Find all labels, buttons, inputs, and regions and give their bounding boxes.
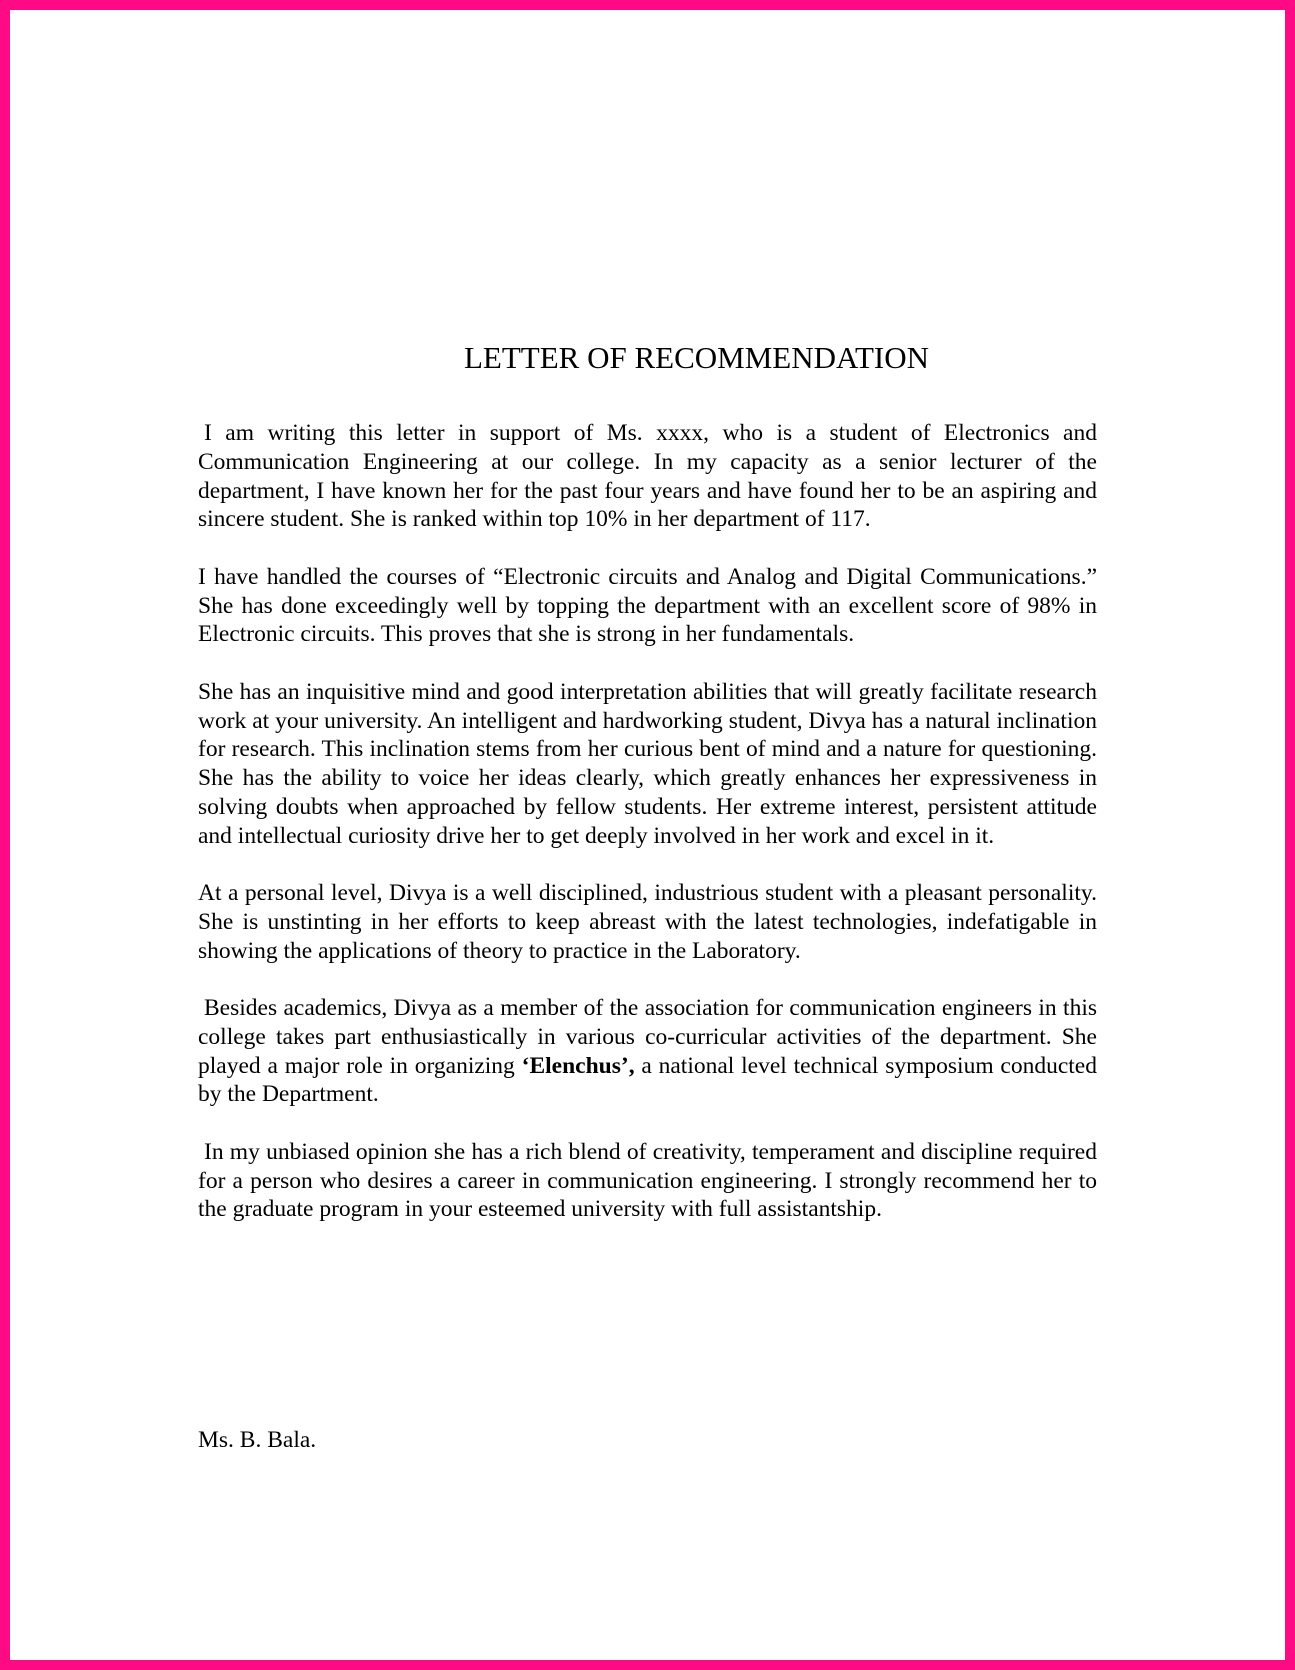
signature: Ms. B. Bala.: [198, 1427, 317, 1453]
letter-page: [10, 10, 1285, 1660]
paragraph-personal: At a personal level, Divya is a well disciplined, industrious student with a pleasant personality. She is unstinting in her efforts to keep abreast with the latest technologies, indefatigable in showing the applications of theory to practice in the Laboratory.: [198, 880, 1097, 964]
letter-title: LETTER OF RECOMMENDATION: [464, 340, 929, 375]
paragraph-extracurricular: [198, 994, 1097, 1109]
event-name: ‘Elenchus’,: [521, 1052, 635, 1079]
paragraph-text: a national level technical symposium conducted by the Department.: [198, 1052, 1097, 1108]
paragraph-text: Besides academics, Divya as a member of the association for communication engineers in this college takes part enthusiastically in various co-curricular activities of the department. She played a major role in organizing: [198, 995, 1097, 1079]
letter-body: [198, 419, 1097, 1253]
paragraph-introduction: I am writing this letter in support of Ms. xxxx, who is a student of Electronics and Communication Engineering at our college. In my capacity as a senior lecturer of the department, I have known her for the past four years and have found her to be an aspiring and sincere student. She is ranked within top 10% in her department of 117.: [198, 420, 1097, 533]
paragraph-courses: I have handled the courses of “Electronic circuits and Analog and Digital Communications.” She has done exceedingly well by topping the department with an excellent score of 98% in Electronic circuits. This proves that she is strong in her fundamentals.: [198, 563, 1097, 648]
paragraph-abilities: She has an inquisitive mind and good interpretation abilities that will greatly facilitate research work at your university. An intelligent and hardworking student, Divya has a natural inclination for research. This inclination stems from her curious bent of mind and a nature for questioning. She has the ability to voice her ideas clearly, which greatly enhances her expressiveness in solving doubts when approached by fellow students. Her extreme interest, persistent attitude and intellectual curiosity drive her to get deeply involved in her work and excel in it.: [198, 678, 1097, 849]
paragraph-conclusion: In my unbiased opinion she has a rich blend of creativity, temperament and discipline required for a person who desires a career in communication engineering. I strongly recommend her to the graduate program in your esteemed university with full assistantship.: [198, 1138, 1097, 1223]
